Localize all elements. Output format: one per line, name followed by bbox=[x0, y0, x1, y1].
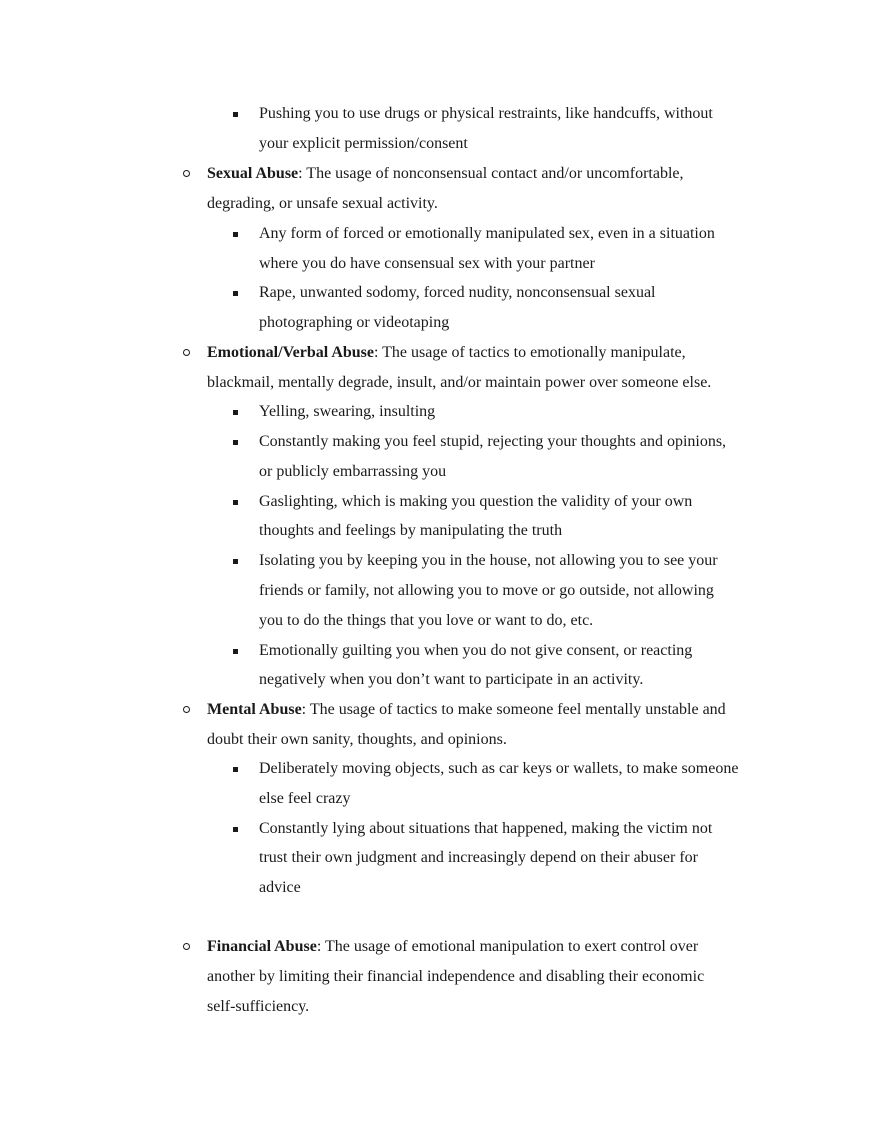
square-bullet-icon bbox=[233, 232, 238, 237]
bullet-line: Gaslighting, which is making you question the validity of your own bbox=[259, 493, 693, 510]
section-description: : The usage of tactics to make someone feel mentally unstable and bbox=[301, 701, 726, 718]
bullet-line: where you do have consensual sex with your partner bbox=[259, 255, 595, 272]
bullet-line: your explicit permission/consent bbox=[259, 135, 468, 152]
bullet-line: friends or family, not allowing you to move or go outside, not allowing bbox=[259, 582, 714, 599]
bullet-line: photographing or videotaping bbox=[259, 314, 450, 331]
circle-bullet-icon bbox=[183, 943, 190, 950]
bullet-line: Rape, unwanted sodomy, forced nudity, nonconsensual sexual bbox=[259, 284, 656, 301]
section-heading bbox=[207, 932, 698, 962]
square-bullet-icon bbox=[233, 559, 238, 564]
square-bullet-icon bbox=[233, 767, 238, 772]
section-description-line: degrading, or unsafe sexual activity. bbox=[207, 195, 438, 212]
bullet-line: you to do the things that you love or want to do, etc. bbox=[259, 612, 594, 629]
square-bullet-icon bbox=[233, 410, 238, 415]
section-description-line: another by limiting their financial independence and disabling their economic bbox=[207, 968, 705, 985]
section-title: Mental Abuse bbox=[207, 701, 302, 718]
circle-bullet-icon bbox=[183, 706, 190, 713]
bullet-line: Constantly lying about situations that happened, making the victim not bbox=[259, 820, 713, 837]
section-description-line: blackmail, mentally degrade, insult, and/or maintain power over someone else. bbox=[207, 374, 712, 391]
circle-bullet-icon bbox=[183, 170, 190, 177]
square-bullet-icon bbox=[233, 500, 238, 505]
bullet-line: Any form of forced or emotionally manipulated sex, even in a situation bbox=[259, 225, 715, 242]
bullet-line: thoughts and feelings by manipulating the truth bbox=[259, 522, 563, 539]
square-bullet-icon bbox=[233, 291, 238, 296]
section-title: Sexual Abuse bbox=[207, 165, 299, 182]
circle-bullet-icon bbox=[183, 349, 190, 356]
bullet-line: Isolating you by keeping you in the house, not allowing you to see your bbox=[259, 552, 718, 569]
bullet-line: Emotionally guilting you when you do not give consent, or reacting bbox=[259, 642, 693, 659]
bullet-line: Constantly making you feel stupid, rejecting your thoughts and opinions, bbox=[259, 433, 727, 450]
section-description: : The usage of emotional manipulation to exert control over bbox=[316, 938, 699, 955]
bullet-line: negatively when you don’t want to participate in an activity. bbox=[259, 671, 644, 688]
bullet-line: Pushing you to use drugs or physical restraints, like handcuffs, without bbox=[259, 105, 713, 122]
section-description-line: self-sufficiency. bbox=[207, 998, 310, 1015]
section-heading bbox=[207, 159, 684, 189]
bullet-line: trust their own judgment and increasingly depend on their abuser for bbox=[259, 849, 698, 866]
square-bullet-icon bbox=[233, 440, 238, 445]
square-bullet-icon bbox=[233, 827, 238, 832]
bullet-line: else feel crazy bbox=[259, 790, 351, 807]
bullet-line: Yelling, swearing, insulting bbox=[259, 403, 436, 420]
section-description: : The usage of tactics to emotionally manipulate, bbox=[374, 344, 686, 361]
bullet-line: advice bbox=[259, 879, 301, 896]
bullet-line: or publicly embarrassing you bbox=[259, 463, 447, 480]
section-description-line: doubt their own sanity, thoughts, and opinions. bbox=[207, 731, 507, 748]
square-bullet-icon bbox=[233, 112, 238, 117]
bullet-line: Deliberately moving objects, such as car keys or wallets, to make someone bbox=[259, 760, 739, 777]
square-bullet-icon bbox=[233, 649, 238, 654]
section-title: Emotional/Verbal Abuse bbox=[207, 344, 374, 361]
section-description: : The usage of nonconsensual contact and/or uncomfortable, bbox=[298, 165, 684, 182]
section-heading bbox=[207, 338, 686, 368]
section-title: Financial Abuse bbox=[207, 938, 317, 955]
section-heading bbox=[207, 695, 726, 725]
